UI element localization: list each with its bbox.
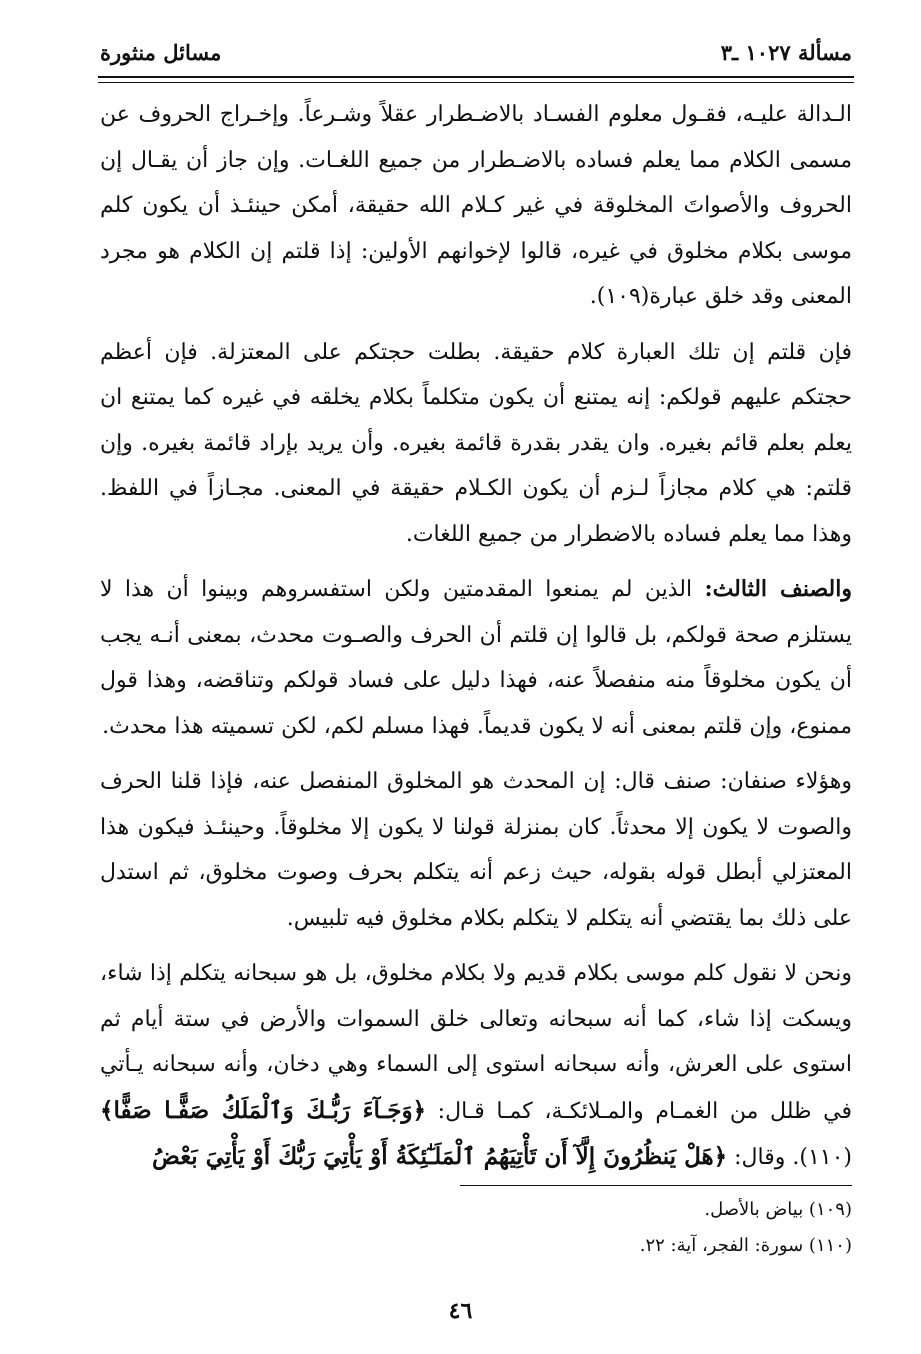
paragraph-text: وهؤلاء صنفان: صنف قال: إن المحدث هو المخلوق المنفصل عنه، فإذا قلنا الحرف والصوت لا يكون إلا محدثاً. كان بمنزلة قولنا لا يكون إلا مخلوقاً. وحينئـذ فيكون هذا المعتزلي أبطل قوله بقوله، حيث زعم أنه يتكلم بحرف وصوت مخلوق، ثم استدل على ذلك بما يقتضي أنه يتكلم لا يتكلم بكلام مخلوق فيه تلبيس. — [100, 769, 852, 931]
paragraph — [100, 951, 852, 1181]
page-number: ٤٦ — [448, 1298, 473, 1324]
quran-verse: ﴿وَجَـآءَ رَبُّـكَ وَٱلْمَلَكُ صَفًّـا صَفًّا﴾ — [100, 1096, 427, 1124]
paragraph-text: الـدالة عليـه، فقـول معلوم الفسـاد بالاضـطرار عقلاً وشـرعاً. وإخـراج الحروف عن مسمى الكلام مما يعلم فساده بالاضـطرار من جميع اللغـات. وإن جاز أن يقـال إن الحروف والأصواتَ المخلوقة في غير كـلام الله حقيقة، أمكن حينئـذ أن يكون كلم موسى بكلام مخلوق في غيره، قالوا لإخوانهم الأولين: إذا قلتم إن الكلام هو مجرد المعنى وقد خلق عبارة(١٠٩). — [100, 102, 852, 309]
book-section-title: مسائل منثورة — [100, 40, 222, 65]
running-header — [100, 40, 852, 70]
paragraph-text: . وقال: — [727, 1145, 800, 1170]
paragraph — [100, 330, 852, 558]
footnote: (١٠٩) بياض بالأصل. — [704, 1199, 852, 1220]
quran-verse: ﴿هَلْ يَنظُرُونَ إِلَّآ أَن تَأْتِيَهُمُ ٱلْمَلَـٰٓئِكَةُ أَوْ يَأْتِيَ رَبُّكَ أَوْ يَأْتِيَ بَعْضُ — [152, 1143, 728, 1170]
footnote-separator — [460, 1185, 852, 1186]
issue-number: مسألة ١٠٢٧ ـ٣ — [720, 40, 852, 65]
paragraph-text: ونحن لا نقول كلم موسى بكلام قديم ولا بكلام مخلوق، بل هو سبحانه يتكلم إذا شاء، ويسكت إذا شاء، كما أنه سبحانه وتعالى خلق السموات والأرض في ستة أيام ثم استوى على العرش، وأنه سبحانه استوى إلى السماء وهي دخان، وأنه سبحانه يـأتي في ظلل من الغمـام والمـلائكـة، كمـا قـال: — [100, 961, 852, 1124]
header-rule-thick — [98, 76, 854, 78]
paragraph — [100, 759, 852, 941]
paragraph-lead: والصنف الثالث: — [704, 576, 852, 602]
paragraph — [100, 92, 852, 320]
footnotes — [100, 1192, 852, 1264]
footnote-ref: (١١٠) — [799, 1145, 852, 1170]
paragraph — [100, 567, 852, 749]
footnote: (١١٠) سورة: الفجر، آية: ٢٢. — [639, 1235, 852, 1256]
paragraph-text: فإن قلتم إن تلك العبارة كلام حقيقة. بطلت حجتكم على المعتزلة. فإن أعظم حجتكم عليهم قولكم: إنه يمتنع أن يكون متكلماً بكلام يخلقه في غيره كما يمتنع ان يعلم بعلم قائم بغيره. وان يقدر بقدرة قائمة بغيره. وأن يريد بإراد قائمة بغيره. وإن قلتم: هي كلام مجازاً لـزم أن يكون الكـلام حقيقة في المعنى. مجـازاً في اللفظ. وهذا مما يعلم فساده بالاضطرار من جميع اللغات. — [100, 339, 852, 547]
paragraph-text: الذين لم يمنعوا المقدمتين ولكن استفسروهم وبينوا أن هذا لا يستلزم صحة قولكم، بل قالوا إن قلتم أن الحرف والصـوت محدث، بمعنى أنـه يجب أن يكون مخلوقاً منه منفصلاً عنه، فهذا دليل على فساد قولكم وتناقضه، وهذا قول ممنوع، وإن قلتم بمعنى أنه لا يكون قديماً. فهذا مسلم لكم، لكن تسميته هذا محدث. — [100, 577, 852, 739]
main-text — [100, 92, 852, 1181]
header-rule-thin — [98, 82, 854, 83]
